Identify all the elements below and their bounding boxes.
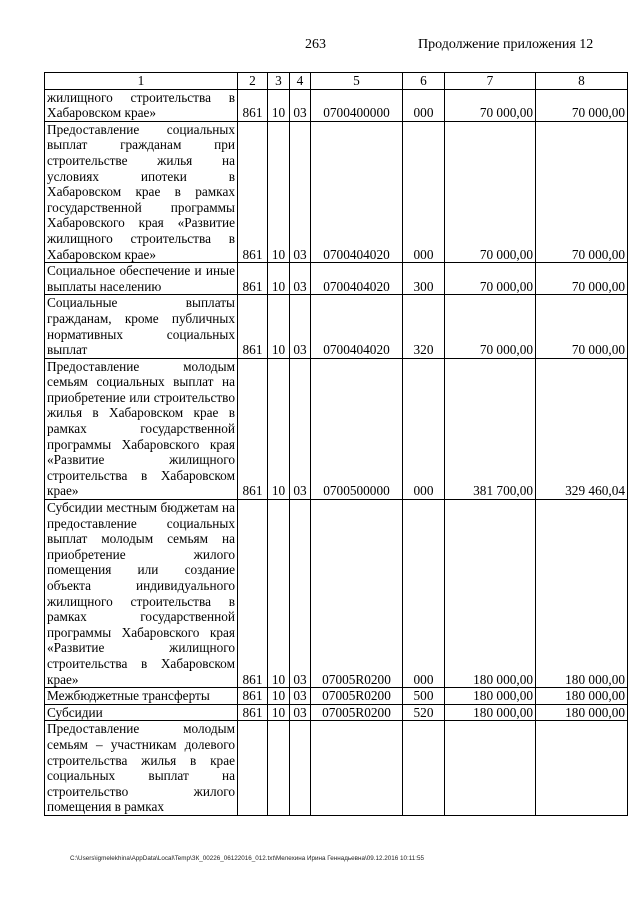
cell-expense-type: 300 — [403, 263, 445, 295]
cell-admin: 861 — [238, 121, 268, 262]
column-header: 8 — [536, 73, 628, 90]
cell-section: 10 — [268, 295, 290, 358]
cell-section: 10 — [268, 500, 290, 688]
cell-expense-type: 000 — [403, 89, 445, 121]
cell-section: 10 — [268, 89, 290, 121]
cell-admin: 861 — [238, 704, 268, 721]
table-row — [45, 688, 628, 705]
cell-section: 10 — [268, 358, 290, 499]
cell-amount-2: 180 000,00 — [536, 688, 628, 705]
cell-admin: 861 — [238, 89, 268, 121]
cell-amount-2: 329 460,04 — [536, 358, 628, 499]
cell-amount-1: 70 000,00 — [445, 121, 536, 262]
column-header: 6 — [403, 73, 445, 90]
cell-target: 07005R0200 — [311, 688, 403, 705]
cell-amount-2: 70 000,00 — [536, 295, 628, 358]
table-row — [45, 704, 628, 721]
cell-expense-type: 320 — [403, 295, 445, 358]
cell-amount-2: 180 000,00 — [536, 704, 628, 721]
cell-amount-2: 70 000,00 — [536, 89, 628, 121]
cell-admin: 861 — [238, 358, 268, 499]
cell-amount-1: 70 000,00 — [445, 263, 536, 295]
cell-amount-1: 180 000,00 — [445, 500, 536, 688]
cell-amount-1: 180 000,00 — [445, 688, 536, 705]
cell-subsection — [290, 721, 311, 816]
cell-subsection: 03 — [290, 500, 311, 688]
table-header-row — [45, 73, 628, 90]
cell-expense-type — [403, 721, 445, 816]
cell-section: 10 — [268, 688, 290, 705]
table-row — [45, 358, 628, 499]
table-row — [45, 263, 628, 295]
column-header: 2 — [238, 73, 268, 90]
cell-admin: 861 — [238, 688, 268, 705]
cell-subsection: 03 — [290, 121, 311, 262]
cell-section: 10 — [268, 121, 290, 262]
column-header: 3 — [268, 73, 290, 90]
cell-amount-2: 70 000,00 — [536, 121, 628, 262]
cell-admin: 861 — [238, 500, 268, 688]
cell-admin — [238, 721, 268, 816]
row-name: Субсидии местным бюджетам на предоставление социальных выплат молодым семьям на приобретение жилого помещения или создание объекта индивидуального жилищного строительства в рамках государственной программы Хабаровского края «Развитие жилищного строительства в Хабаровском крае» — [45, 500, 238, 688]
cell-subsection: 03 — [290, 263, 311, 295]
cell-expense-type: 000 — [403, 358, 445, 499]
table-row — [45, 121, 628, 262]
cell-section — [268, 721, 290, 816]
row-name: Социальные выплаты гражданам, кроме публичных нормативных социальных выплат — [45, 295, 238, 358]
budget-table — [44, 72, 628, 816]
cell-expense-type: 000 — [403, 500, 445, 688]
cell-subsection: 03 — [290, 295, 311, 358]
page-number: 263 — [305, 37, 326, 52]
cell-amount-2: 180 000,00 — [536, 500, 628, 688]
cell-expense-type: 520 — [403, 704, 445, 721]
cell-target: 0700400000 — [311, 89, 403, 121]
table-row — [45, 721, 628, 816]
column-header: 5 — [311, 73, 403, 90]
cell-subsection: 03 — [290, 358, 311, 499]
cell-target: 0700404020 — [311, 263, 403, 295]
cell-admin: 861 — [238, 263, 268, 295]
cell-amount-1: 381 700,00 — [445, 358, 536, 499]
cell-subsection: 03 — [290, 704, 311, 721]
cell-amount-2: 70 000,00 — [536, 263, 628, 295]
continuation-label: Продолжение приложения 12 — [418, 37, 594, 52]
row-name: Социальное обеспечение и иные выплаты населению — [45, 263, 238, 295]
row-name: жилищного строительства в Хабаровском крае» — [45, 89, 238, 121]
file-path-footer: C:\Users\igmelekhina\AppData\Local\Temp\ЗК_00226_06122016_012.txt\Мелехина Ирина Геннадьевна\09.12.2016 10:11:55 — [70, 855, 425, 862]
cell-amount-1: 70 000,00 — [445, 295, 536, 358]
cell-amount-1: 70 000,00 — [445, 89, 536, 121]
cell-target: 0700500000 — [311, 358, 403, 499]
column-header: 4 — [290, 73, 311, 90]
cell-amount-2 — [536, 721, 628, 816]
cell-amount-1: 180 000,00 — [445, 704, 536, 721]
row-name: Предоставление социальных выплат гражданам при строительстве жилья на условиях ипотеки в Хабаровском крае в рамках государственной программы Хабаровского края «Развитие жилищного строительства в Хабаровском крае» — [45, 121, 238, 262]
cell-target — [311, 721, 403, 816]
cell-target: 07005R0200 — [311, 500, 403, 688]
table-row — [45, 500, 628, 688]
row-name: Предоставление молодым семьям социальных выплат на приобретение или строительство жилья в Хабаровском крае в рамках государственной программы Хабаровского края «Развитие жилищного строительства в Хабаровском крае» — [45, 358, 238, 499]
cell-expense-type: 500 — [403, 688, 445, 705]
row-name: Предоставление молодым семьям – участникам долевого строительства жилья в крае социальных выплат на строительство жилого помещения в рамках — [45, 721, 238, 816]
cell-expense-type: 000 — [403, 121, 445, 262]
table-row — [45, 89, 628, 121]
cell-target: 07005R0200 — [311, 704, 403, 721]
row-name: Субсидии — [45, 704, 238, 721]
cell-amount-1 — [445, 721, 536, 816]
cell-admin: 861 — [238, 295, 268, 358]
row-name: Межбюджетные трансферты — [45, 688, 238, 705]
cell-section: 10 — [268, 263, 290, 295]
cell-section: 10 — [268, 704, 290, 721]
cell-target: 0700404020 — [311, 295, 403, 358]
cell-target: 0700404020 — [311, 121, 403, 262]
column-header: 1 — [45, 73, 238, 90]
cell-subsection: 03 — [290, 688, 311, 705]
column-header: 7 — [445, 73, 536, 90]
table-row — [45, 295, 628, 358]
cell-subsection: 03 — [290, 89, 311, 121]
